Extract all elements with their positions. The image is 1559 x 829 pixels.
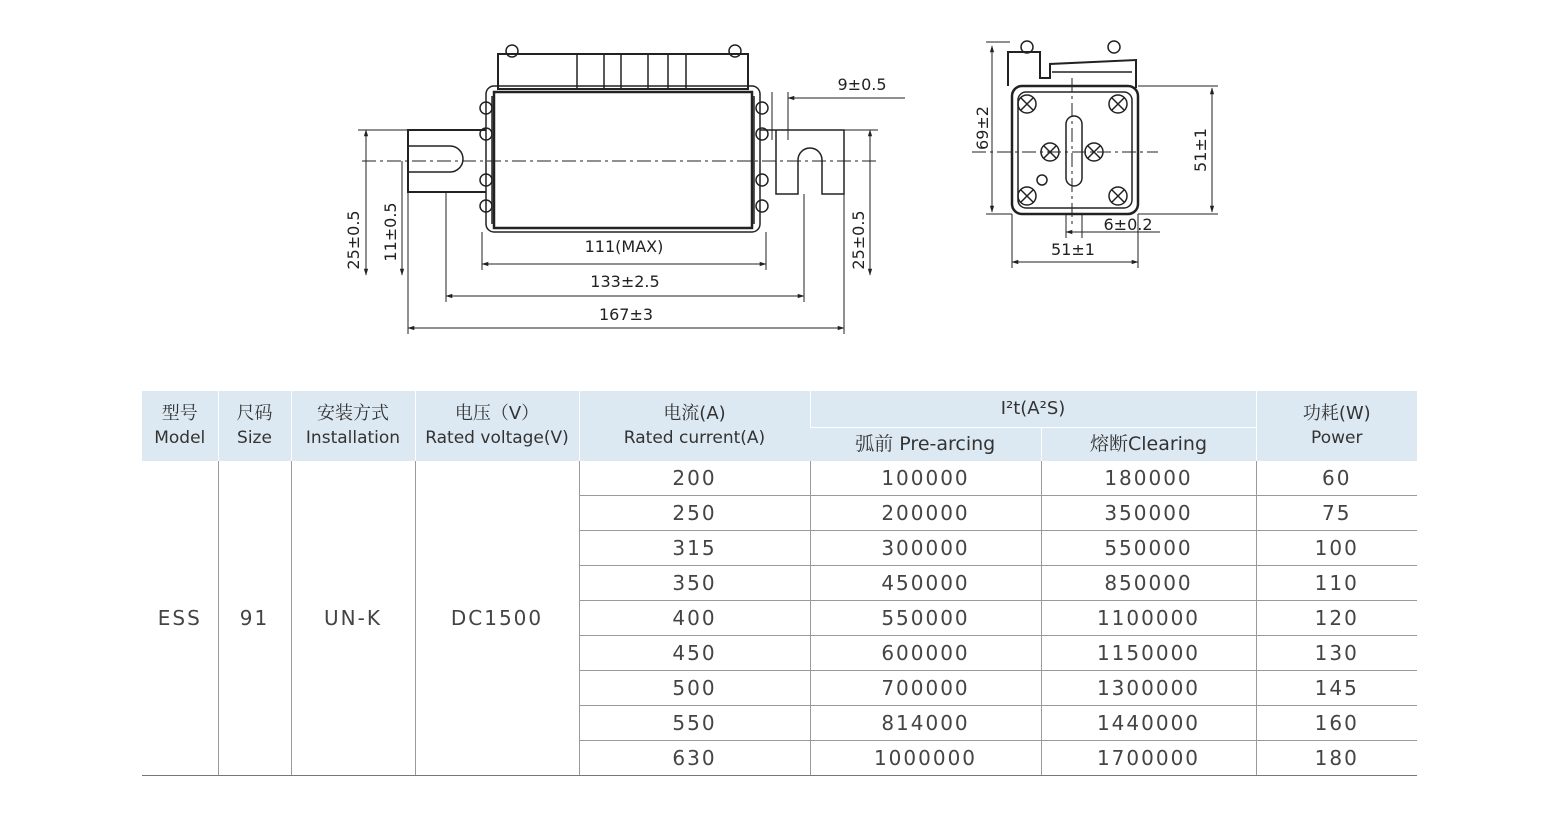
header-size: 尺码 Size — [218, 391, 291, 461]
dim-69: 69±2 — [973, 106, 992, 150]
header-i2t: I²t(A²S) — [810, 391, 1256, 427]
dim-167: 167±3 — [598, 305, 654, 324]
cell-size: 91 — [218, 461, 291, 776]
cell-prearc: 200000 — [810, 495, 1041, 530]
cell-current: 630 — [579, 740, 810, 775]
dim-51-right: 51±1 — [1191, 128, 1210, 172]
cell-prearc: 1000000 — [810, 740, 1041, 775]
fuse-dimension-drawing — [0, 0, 1559, 370]
cell-clearing: 850000 — [1041, 565, 1256, 600]
cell-power: 75 — [1256, 495, 1417, 530]
cell-prearc: 300000 — [810, 530, 1041, 565]
cell-prearc: 450000 — [810, 565, 1041, 600]
dim-6: 6±0.2 — [1103, 215, 1153, 234]
header-voltage: 电压（V） Rated voltage(V) — [415, 391, 579, 461]
dim-25-left: 25±0.5 — [344, 210, 363, 270]
header-current: 电流(A) Rated current(A) — [579, 391, 810, 461]
cell-prearc: 100000 — [810, 461, 1041, 496]
dim-133: 133±2.5 — [590, 272, 660, 291]
cell-current: 450 — [579, 635, 810, 670]
cell-current: 200 — [579, 461, 810, 496]
cell-prearc: 700000 — [810, 670, 1041, 705]
cell-model: ESS — [142, 461, 218, 776]
cell-prearc: 600000 — [810, 635, 1041, 670]
cell-current: 500 — [579, 670, 810, 705]
header-power: 功耗(W) Power — [1256, 391, 1417, 461]
cell-power: 60 — [1256, 461, 1417, 496]
cell-prearc: 550000 — [810, 600, 1041, 635]
cell-clearing: 1150000 — [1041, 635, 1256, 670]
dim-25-right: 25±0.5 — [849, 210, 868, 270]
cell-current: 400 — [579, 600, 810, 635]
cell-power: 130 — [1256, 635, 1417, 670]
cell-current: 250 — [579, 495, 810, 530]
cell-prearc: 814000 — [810, 705, 1041, 740]
header-clearing: 熔断Clearing — [1041, 427, 1256, 461]
cell-current: 315 — [579, 530, 810, 565]
cell-power: 145 — [1256, 670, 1417, 705]
cell-power: 160 — [1256, 705, 1417, 740]
front-view — [362, 45, 880, 232]
header-prearcing: 弧前 Pre-arcing — [810, 427, 1041, 461]
cell-installation: UN-K — [291, 461, 415, 776]
cell-power: 120 — [1256, 600, 1417, 635]
cell-clearing: 550000 — [1041, 530, 1256, 565]
cell-clearing: 180000 — [1041, 461, 1256, 496]
cell-clearing: 1300000 — [1041, 670, 1256, 705]
dim-111: 111(MAX) — [584, 237, 664, 256]
cell-current: 550 — [579, 705, 810, 740]
cell-voltage: DC1500 — [415, 461, 579, 776]
cell-power: 110 — [1256, 565, 1417, 600]
header-model: 型号 Model — [142, 391, 218, 461]
spec-table — [142, 391, 1417, 776]
cell-current: 350 — [579, 565, 810, 600]
side-view — [972, 41, 1158, 228]
cell-clearing: 1440000 — [1041, 705, 1256, 740]
cell-clearing: 1700000 — [1041, 740, 1256, 775]
table-row — [142, 461, 1417, 496]
cell-power: 100 — [1256, 530, 1417, 565]
dim-51-bottom: 51±1 — [1051, 240, 1095, 259]
dim-11: 11±0.5 — [381, 202, 400, 262]
header-installation: 安装方式 Installation — [291, 391, 415, 461]
cell-clearing: 350000 — [1041, 495, 1256, 530]
cell-clearing: 1100000 — [1041, 600, 1256, 635]
dim-9: 9±0.5 — [837, 75, 887, 94]
cell-power: 180 — [1256, 740, 1417, 775]
